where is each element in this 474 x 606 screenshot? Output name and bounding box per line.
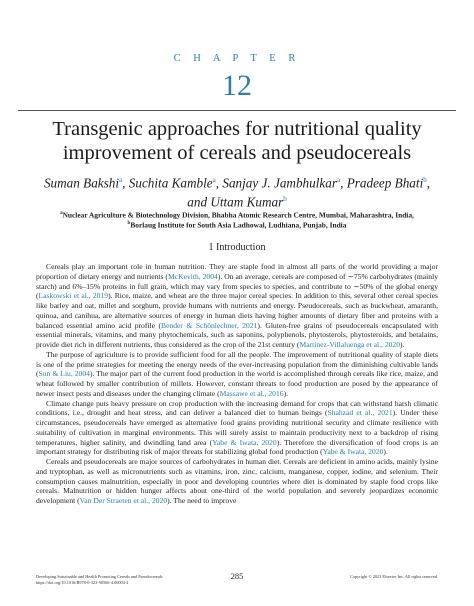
author-conjunction: and: [187, 194, 211, 210]
copyright-notice: Copyright © 2023 Elsevier Inc. All rights reserved.: [349, 574, 438, 579]
paragraph-text: ).: [383, 447, 388, 457]
affiliation-b-marker: b: [127, 221, 131, 226]
citation-link[interactable]: Van Der Straeten et al., 2020: [79, 496, 168, 505]
citation-link[interactable]: Martínez-Villaluenga et al., 2020: [299, 340, 401, 349]
paragraph-text: ). Rice, maize, and wheat are the three major cereal species. In addition to this, several other cereal species like barley and oat, millet and sorghum, provide humans with nutrients and energy. Pseudocereals, such as buckwheat, amaranth, quinoa, and canihua, are alternative sources of energy in human diets having higher amounts of dietary fiber and proteins with a balanced essential amino acid profile (: [36, 291, 439, 330]
title-rule: [18, 110, 456, 111]
citation-link[interactable]: Bender & Schönlechner, 2021: [161, 320, 258, 330]
affiliation-marker[interactable]: a: [119, 176, 123, 184]
author-separator: ,: [122, 175, 129, 191]
paragraph-text: Cereals and pseudocereals are major sources of carbohydrates in human diet. Cereals are deficient in amino acids, mainly lysine and tryptophan, as well as micronutrients such as vitamins, iron, zinc, calcium, manganese, copper, iodine, and selenium. Their consumption causes malnutrition, especially in poor and developing countries where diet is dominated by staple food crops like cereals. Malnutrition or hidden hunger affects about one-third of the world population and severely jeopardizes economic development (: [36, 457, 438, 505]
citation-link[interactable]: Yabe & Iwata, 2020: [322, 447, 384, 457]
chapter-title: [10, 117, 464, 165]
affiliation-a-text: Nuclear Agriculture & Biotechnology Division, Bhabha Atomic Research Centre, Mumbai, Maharashtra, India,: [62, 210, 414, 220]
paragraph-text: Cereals play an important role in human nutrition. They are staple food in almost all parts of the world providing a major proportion of dietary energy and nutrients (: [36, 262, 438, 281]
citation-link[interactable]: Sun & Liu, 2004: [38, 369, 90, 379]
author-name[interactable]: Pradeep Bhati: [346, 175, 424, 191]
paragraph: [36, 262, 438, 350]
paragraph: [36, 399, 438, 458]
paragraph-text: ). Under these circumstances, pseudocereals have emerged as alternative food grains providing nutritional security and climate resilience with suitability of cultivation in marginal environments. This will surely assist to maintain productivity next to a backdrop of rising temperatures, higher salinity, and dwindling land area (: [36, 408, 438, 447]
author-separator: ,: [340, 175, 347, 191]
author-separator: ,: [426, 175, 431, 191]
citation-link[interactable]: Shahzad et al., 2021: [327, 408, 393, 418]
author-name[interactable]: Uttam Kumar: [210, 194, 284, 210]
paragraph-text: Climate change puts heavy pressure on crop production with the increasing demand for crops that can withstand harsh climatic conditions, i.e., drought and heat stress, and can deliver a balanced diet to human beings (: [36, 398, 438, 418]
affiliation-marker[interactable]: b: [283, 195, 287, 204]
book-title: Developing Sustainable and Health Promoting Cereals and Pseudocereals: [36, 574, 163, 579]
doi-link[interactable]: https://doi.org/10.1016/B978-0-323-90566-4.00004-2: [36, 580, 129, 585]
footer-left: [36, 574, 163, 586]
paragraph-text: ). The need to improve: [167, 496, 237, 505]
paragraph: [36, 457, 438, 506]
author-name[interactable]: Suman Bakshi: [43, 175, 120, 191]
affiliation-marker[interactable]: a: [212, 176, 216, 184]
affiliation-b-text: Borlaug Institute for South Asia Ladhowal, Ludhiana, Punjab, India: [130, 220, 347, 230]
title-line-1: Transgenic approaches for nutritional quality: [52, 118, 422, 140]
paragraph-text: ). Gluten-free grains of pseudocereals encapsulated with essential minerals, vitamins, and many phytochemicals, such as saponins, polyphenols, phytosterols, phytosteroids, and betalains, provide diet rich in different nutrients, thus considered as the crop of the 21st century (: [36, 320, 438, 349]
paragraph: [36, 350, 438, 399]
author-line-2: [10, 191, 464, 210]
author-list: [10, 172, 464, 211]
citation-link[interactable]: Massawe et al., 2016: [219, 388, 284, 398]
author-name[interactable]: Suchita Kamble: [128, 175, 213, 191]
affiliation-a-marker: a: [60, 211, 63, 216]
affiliation-marker[interactable]: a: [336, 176, 341, 184]
citation-link[interactable]: McKevith, 2004: [167, 271, 218, 281]
paragraph-text: ). On an average, cereals are composed of ∼75% carbohydrates (mainly starch) and 6%–15% proteins in full grain, which may vary from species to species, and contribute to ∼50% of the global energy (: [36, 271, 438, 301]
paragraph-text: ).: [400, 340, 405, 349]
paragraph-text: The purpose of agriculture is to provide sufficient food for all the people. The improvement of nutritional quality of staple diets is one of the prime strategies for meeting the energy needs of the ever-increasing population from the diminishing cultivable lands (: [36, 349, 438, 379]
author-name[interactable]: Sanjay J. Jambhulkar: [222, 175, 337, 191]
body-text: [36, 262, 438, 506]
paragraph-text: ). Therefore the diversification of food crops is an important strategy for distributing risk of major threats for stabilizing global food production (: [36, 437, 438, 457]
author-separator: ,: [215, 175, 223, 191]
section-heading: 1 Introduction: [208, 242, 266, 253]
page-number: 285: [230, 571, 244, 581]
citation-link[interactable]: Yabe & Iwata, 2020: [212, 437, 277, 447]
citation-link[interactable]: Laskowski et al., 2019: [38, 291, 109, 301]
title-line-2: improvement of cereals and pseudocereals: [62, 142, 412, 164]
chapter-number: 12: [222, 69, 252, 102]
affiliation-marker[interactable]: b: [423, 176, 427, 184]
affiliation-b: [10, 219, 464, 230]
chapter-label: C H A P T E R: [173, 53, 301, 64]
author-line-1: [10, 172, 464, 191]
paragraph-text: ).: [283, 388, 289, 398]
paragraph-text: ). The major part of the current food production in the world is accomplished through cereals like rice, maize, and wheat followed by smaller contribution of millets. However, constant threats to food production are posed by the appearance of newer insect pests and diseases under the changing climate (: [36, 369, 438, 398]
